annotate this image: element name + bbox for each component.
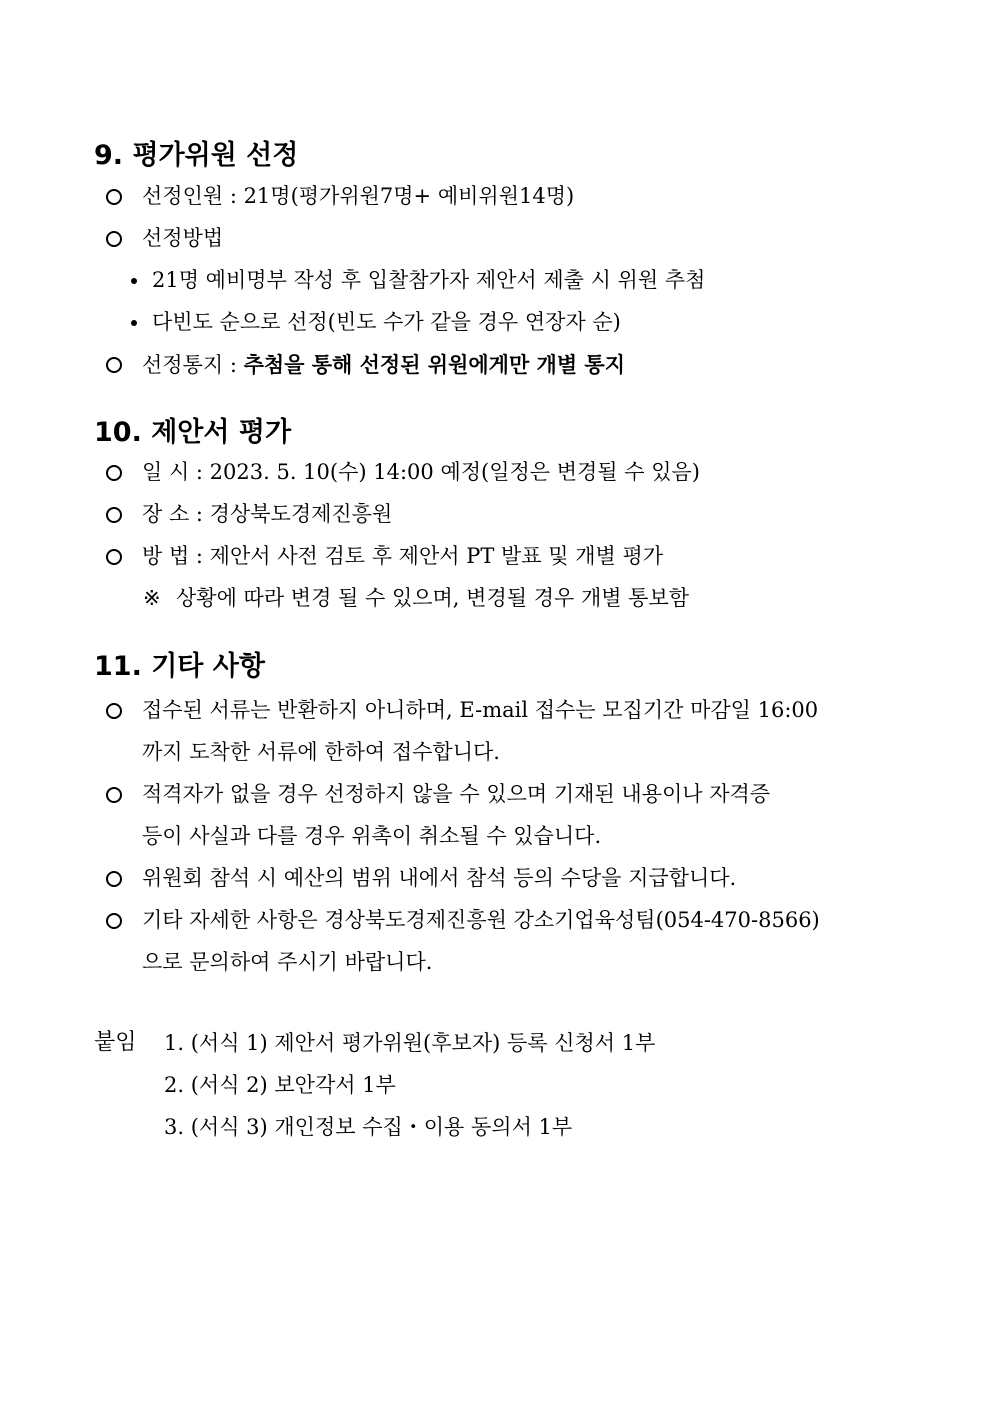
circle-bullet-icon [106, 231, 122, 247]
s9-notification-bold: 추첨을 통해 선정된 위원에게만 개별 통지 [243, 352, 625, 377]
attachment-item: 3. (서식 3) 개인정보 수집・이용 동의서 1부 [164, 1115, 573, 1139]
circle-bullet-icon [106, 913, 122, 929]
s9-item-selection-method: 선정방법 [142, 226, 224, 250]
s10-item-place: 장 소 : 경상북도경제진흥원 [142, 502, 393, 526]
circle-bullet-icon [106, 703, 122, 719]
section-9-heading: 9. 평가위원 선정 [94, 140, 299, 171]
circle-bullet-icon [106, 787, 122, 803]
attachment-item: 1. (서식 1) 제안서 평가위원(후보자) 등록 신청서 1부 [164, 1031, 656, 1055]
s11-item-2-line-2: 등이 사실과 다를 경우 위촉이 취소될 수 있습니다. [142, 824, 602, 848]
s10-note-mark: ※ [143, 586, 161, 610]
circle-bullet-icon [106, 189, 122, 205]
s9-item-selection-count: 선정인원 : 21명(평가위원7명+ 예비위원14명) [142, 184, 575, 208]
dot-bullet-icon [131, 278, 137, 284]
attachment-item: 2. (서식 2) 보안각서 1부 [164, 1073, 396, 1097]
attachments-label: 붙임 [94, 1030, 137, 1055]
s11-item-4-line-2: 으로 문의하여 주시기 바랍니다. [142, 950, 433, 974]
s11-item-4-line-1: 기타 자세한 사항은 경상북도경제진흥원 강소기업육성팀(054-470-8566) [142, 908, 820, 932]
s10-item-method: 방 법 : 제안서 사전 검토 후 제안서 PT 발표 및 개별 평가 [142, 544, 664, 568]
circle-bullet-icon [106, 465, 122, 481]
s9-sub-item-2: 다빈도 순으로 선정(빈도 수가 같을 경우 연장자 순) [152, 310, 621, 334]
s11-item-3: 위원회 참석 시 예산의 범위 내에서 참석 등의 수당을 지급합니다. [142, 866, 737, 890]
s10-note: 상황에 따라 변경 될 수 있으며, 변경될 경우 개별 통보함 [176, 586, 690, 610]
circle-bullet-icon [106, 357, 122, 373]
s11-item-2-line-1: 적격자가 없을 경우 선정하지 않을 수 있으며 기재된 내용이나 자격증 [142, 782, 771, 806]
s9-item-notification [142, 354, 625, 376]
circle-bullet-icon [106, 871, 122, 887]
circle-bullet-icon [106, 507, 122, 523]
s9-sub-item-1: 21명 예비명부 작성 후 입찰참가자 제안서 제출 시 위원 추첨 [152, 268, 706, 292]
s11-item-1-line-2: 까지 도착한 서류에 한하여 접수합니다. [142, 740, 500, 764]
section-10-heading: 10. 제안서 평가 [94, 417, 292, 448]
section-11-heading: 11. 기타 사항 [94, 651, 265, 682]
dot-bullet-icon [131, 320, 137, 326]
s9-notification-label: 선정통지 : [142, 353, 244, 377]
circle-bullet-icon [106, 549, 122, 565]
s10-item-schedule: 일 시 : 2023. 5. 10(수) 14:00 예정(일정은 변경될 수 있음) [142, 460, 700, 484]
s11-item-1-line-1: 접수된 서류는 반환하지 아니하며, E-mail 접수는 모집기간 마감일 16:00 [142, 698, 819, 722]
